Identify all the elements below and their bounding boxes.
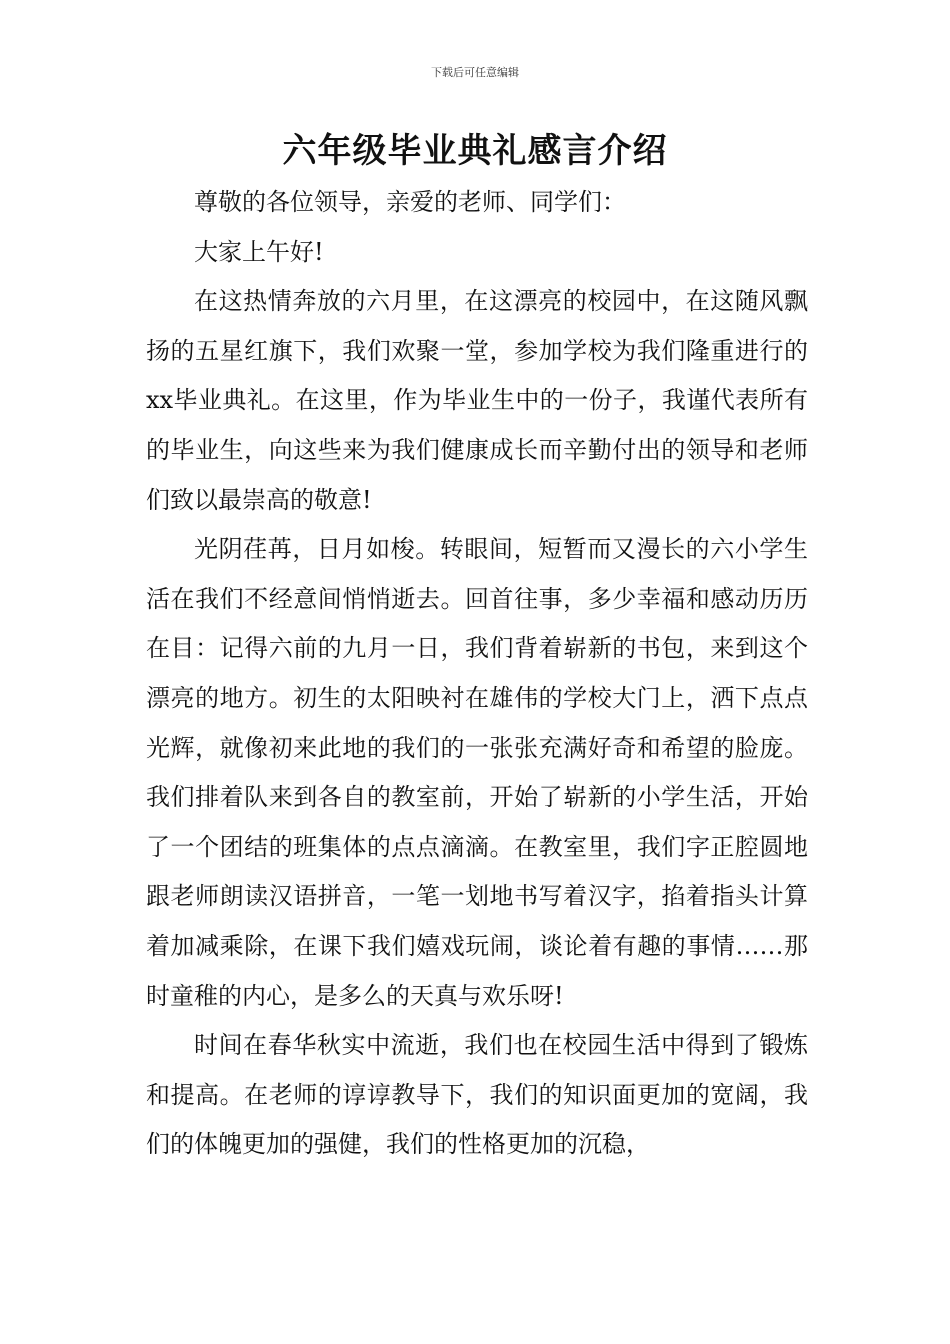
document-title: 六年级毕业典礼感言介绍: [282, 131, 668, 171]
paragraph-1: 在这热情奔放的六月里，在这漂亮的校园中，在这随风飘扬的五星红旗下，我们欢聚一堂，参加学校为我们隆重进行的xx毕业典礼。在这里，作为毕业生中的一份子，我谨代表所有的毕业生，向这些来为我们健康成长而辛勤付出的领导和老师们致以最崇高的敬意!: [146, 287, 808, 514]
paragraph-3: 时间在春华秋实中流逝，我们也在校园生活中得到了锻炼和提高。在老师的谆谆教导下，我们的知识面更加的宽阔，我们的体魄更加的强健，我们的性格更加的沉稳，: [146, 1031, 808, 1159]
paragraph-salutation: 尊敬的各位领导，亲爱的老师、同学们：: [194, 188, 626, 216]
document-body: [146, 178, 808, 1170]
paragraph-2: 光阴荏苒，日月如梭。转眼间，短暂而又漫长的六小学生活在我们不经意间悄悄逝去。回首往事，多少幸福和感动历历在目：记得六前的九月一日，我们背着崭新的书包，来到这个漂亮的地方。初生的太阳映衬在雄伟的学校大门上，洒下点点光辉，就像初来此地的我们的一张张充满好奇和希望的脸庞。我们排着队来到各自的教室前，开始了崭新的小学生活，开始了一个团结的班集体的点点滴滴。在教室里，我们字正腔圆地跟老师朗读汉语拼音，一笔一划地书写着汉字，掐着指头计算着加减乘除，在课下我们嬉戏玩闹，谈论着有趣的事情……那时童稚的内心，是多么的天真与欢乐呀!: [146, 535, 808, 1010]
header-note: 下载后可任意编辑: [431, 66, 519, 79]
paragraph-greeting: 大家上午好!: [194, 237, 324, 266]
